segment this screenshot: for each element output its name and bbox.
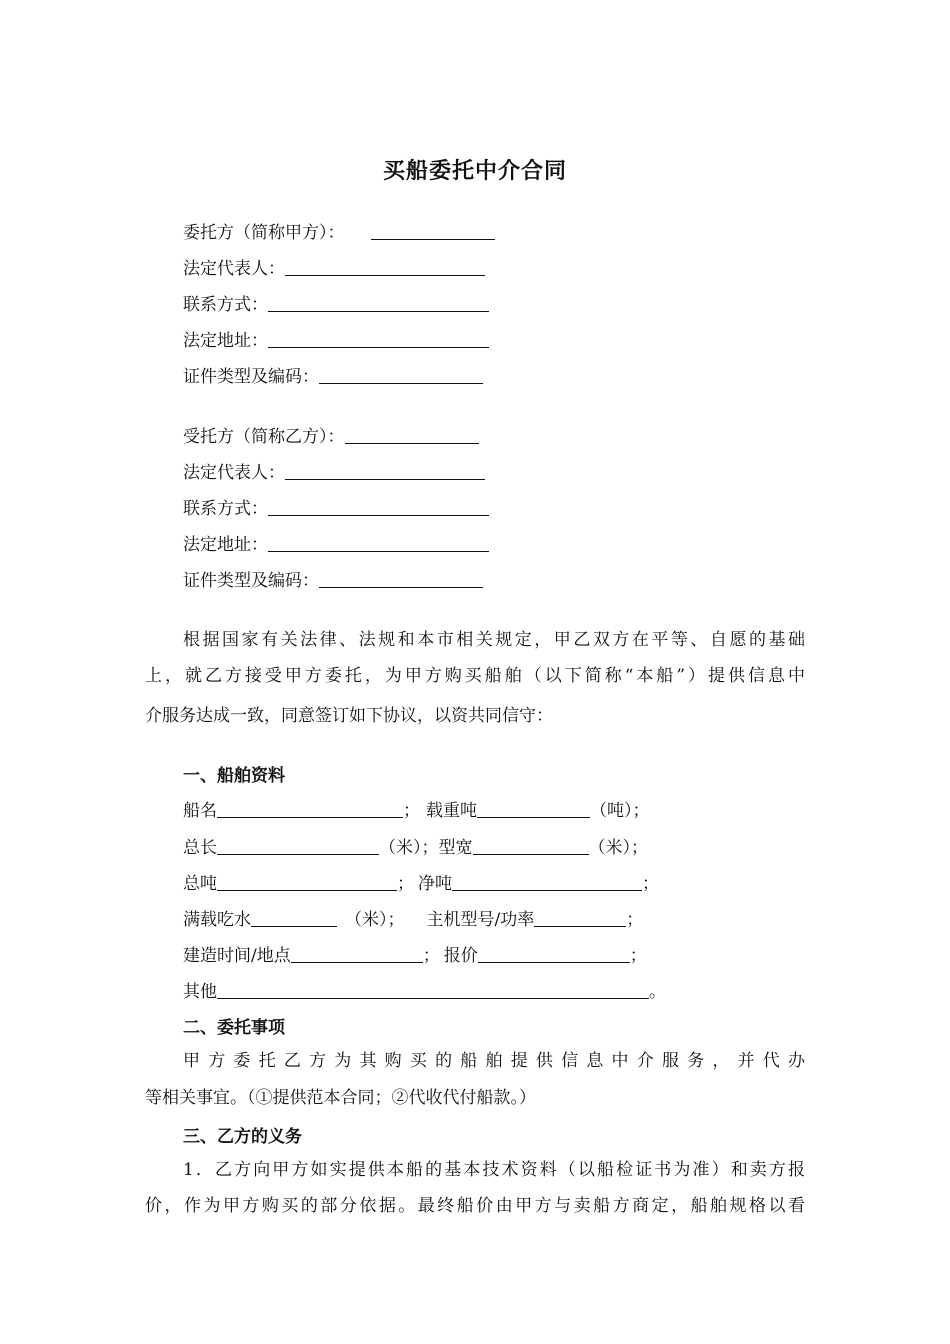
build-field[interactable]	[291, 945, 423, 963]
separator: ；	[642, 874, 659, 894]
party-b-address-row	[183, 534, 489, 556]
build-label: 建造时间/地点	[183, 946, 291, 966]
separator: ；	[403, 801, 420, 821]
party-b-legal-rep-label: 法定代表人：	[183, 463, 285, 483]
party-b-trustee-label: 受托方（简称乙方）：	[183, 427, 345, 447]
party-b-address-field[interactable]	[268, 534, 489, 552]
other-field[interactable]	[217, 981, 649, 999]
section-1-heading: 一、船舶资料	[183, 766, 285, 786]
party-b-trustee-field[interactable]	[345, 426, 479, 444]
party-a-legal-rep-field[interactable]	[285, 258, 485, 276]
ship-name-field[interactable]	[217, 800, 403, 818]
ship-name-label: 船名	[183, 801, 217, 821]
other-label: 其他	[183, 982, 217, 1002]
separator: ；	[397, 874, 414, 894]
engine-field[interactable]	[534, 909, 626, 927]
party-a-address-label: 法定地址：	[183, 331, 268, 351]
party-b-contact-field[interactable]	[268, 498, 489, 516]
party-a-legal-rep-row	[183, 258, 485, 280]
party-b-address-label: 法定地址：	[183, 535, 268, 555]
ship-row-5	[183, 945, 647, 967]
party-a-id-field[interactable]	[319, 366, 483, 384]
beam-field[interactable]	[473, 837, 589, 855]
party-a-contact-row	[183, 294, 489, 316]
length-field[interactable]	[217, 837, 379, 855]
gross-ton-label: 总吨	[183, 874, 217, 894]
meter-unit: （米）；	[588, 838, 648, 858]
net-ton-field[interactable]	[452, 873, 642, 891]
preamble-line-2: 上，就乙方接受甲方委托，为甲方购买船舶（以下简称“本船”）提供信息中	[145, 666, 805, 686]
separator: ；	[626, 910, 644, 930]
ship-row-1	[183, 800, 650, 822]
party-a-entrustor-label: 委托方（简称甲方）：	[183, 223, 345, 243]
party-a-entrustor-row	[183, 222, 495, 244]
party-a-contact-field[interactable]	[268, 294, 489, 312]
meter-unit: （米）；	[345, 910, 405, 930]
separator: ；	[422, 946, 440, 966]
party-b-contact-label: 联系方式：	[183, 499, 268, 519]
ship-row-6	[183, 981, 666, 1003]
deadweight-field[interactable]	[477, 800, 590, 818]
beam-label: 型宽	[438, 838, 473, 858]
section-2-line-1: 甲方委托乙方为其购买的船舶提供信息中介服务，并代办	[183, 1051, 805, 1071]
party-b-legal-rep-field[interactable]	[285, 462, 485, 480]
party-a-id-label: 证件类型及编码：	[183, 367, 319, 387]
preamble-line-1: 根据国家有关法律、法规和本市相关规定，甲乙双方在平等、自愿的基础	[183, 630, 805, 650]
ship-row-4	[183, 909, 643, 931]
party-a-contact-label: 联系方式：	[183, 295, 268, 315]
preamble-line-3: 介服务达成一致，同意签订如下协议，以资共同信守：	[145, 706, 553, 726]
price-label: 报价	[443, 946, 478, 966]
draft-field[interactable]	[251, 909, 337, 927]
deadweight-label: 载重吨	[426, 801, 477, 821]
section-2-heading: 二、委托事项	[183, 1018, 285, 1038]
draft-label: 满载吃水	[183, 910, 251, 930]
party-a-legal-rep-label: 法定代表人：	[183, 259, 285, 279]
section-3-line-1: 1．乙方向甲方如实提供本船的基本技术资料（以船检证书为准）和卖方报	[183, 1160, 805, 1180]
price-field[interactable]	[478, 945, 630, 963]
party-a-entrustor-field[interactable]	[371, 222, 495, 240]
length-label: 总长	[183, 838, 217, 858]
gross-ton-field[interactable]	[217, 873, 397, 891]
party-a-id-row	[183, 366, 483, 388]
separator: ；	[629, 946, 647, 966]
section-3-heading: 三、乙方的义务	[183, 1127, 302, 1147]
ship-row-3	[183, 873, 659, 895]
contract-title: 买船委托中介合同	[382, 159, 567, 184]
party-b-id-field[interactable]	[319, 570, 483, 588]
ton-unit: （吨）；	[590, 801, 650, 821]
party-b-id-label: 证件类型及编码：	[183, 571, 319, 591]
party-b-contact-row	[183, 498, 489, 520]
section-2-line-2: 等相关事宜。（①提供范本合同；②代收代付船款。）	[145, 1088, 536, 1108]
party-a-address-field[interactable]	[268, 330, 489, 348]
ship-row-2	[183, 837, 648, 859]
engine-label: 主机型号/功率	[426, 910, 535, 930]
section-3-line-2: 价，作为甲方购买的部分依据。最终船价由甲方与卖船方商定，船舶规格以看	[145, 1196, 805, 1216]
party-a-address-row	[183, 330, 489, 352]
net-ton-label: 净吨	[418, 874, 452, 894]
party-b-legal-rep-row	[183, 462, 485, 484]
party-b-id-row	[183, 570, 483, 592]
party-b-trustee-row	[183, 426, 479, 448]
meter-unit: （米）；	[379, 838, 439, 858]
period: 。	[649, 982, 666, 1002]
